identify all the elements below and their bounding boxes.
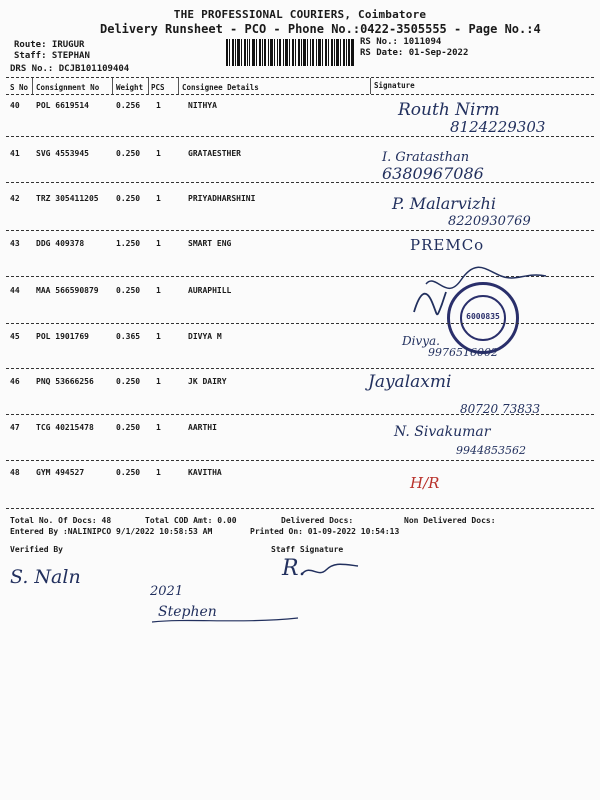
company-title: THE PROFESSIONAL COURIERS, Coimbatore bbox=[173, 8, 427, 21]
signature-name: N. Sivakumar bbox=[394, 424, 491, 440]
row-consignment: PNQ 53666256 bbox=[36, 377, 94, 386]
row-weight: 0.256 bbox=[116, 101, 141, 110]
staff-signature-stroke bbox=[300, 560, 360, 580]
col-divider bbox=[370, 78, 371, 94]
signature-phone: 6380967086 bbox=[382, 164, 484, 183]
non-delivered-docs: Non Delivered Docs: bbox=[404, 516, 496, 525]
row-pcs: 1 bbox=[156, 101, 161, 110]
signature-phone: 8220930769 bbox=[448, 214, 531, 229]
row-pcs: 1 bbox=[156, 194, 161, 203]
row-consignment: POL 6619514 bbox=[36, 101, 89, 110]
row-sno: 46 bbox=[10, 377, 20, 386]
row-consignee: NITHYA bbox=[188, 101, 217, 110]
staff-signature-initial: R. bbox=[282, 556, 306, 581]
row-sno: 42 bbox=[10, 194, 20, 203]
row-separator bbox=[6, 508, 594, 509]
signature-phone: 9944853562 bbox=[456, 444, 526, 457]
staff-signature-date: 2021 bbox=[150, 584, 184, 599]
row-sno: 44 bbox=[10, 286, 20, 295]
row-consignee: KAVITHA bbox=[188, 468, 222, 477]
table-top-rule bbox=[6, 77, 594, 78]
row-separator bbox=[6, 460, 594, 461]
row-consignment: GYM 494527 bbox=[36, 468, 85, 477]
row-sno: 47 bbox=[10, 423, 20, 432]
row-consignee: AURAPHILL bbox=[188, 286, 232, 295]
row-separator bbox=[6, 368, 594, 369]
signature-phone: 80720 73833 bbox=[460, 402, 541, 416]
row-weight: 0.250 bbox=[116, 423, 141, 432]
row-consignment: TRZ 305411205 bbox=[36, 194, 99, 203]
col-header-signature: Signature bbox=[374, 81, 415, 90]
row-consignee: JK DAIRY bbox=[188, 377, 227, 386]
row-consignment: TCG 40215478 bbox=[36, 423, 94, 432]
total-cod: Total COD Amt: 0.00 bbox=[145, 516, 237, 525]
row-sno: 48 bbox=[10, 468, 20, 477]
row-sno: 40 bbox=[10, 101, 20, 110]
row-weight: 0.250 bbox=[116, 286, 141, 295]
row-separator bbox=[6, 230, 594, 231]
col-header-weight: Weight bbox=[116, 83, 144, 92]
row-weight: 0.365 bbox=[116, 332, 141, 341]
row-separator bbox=[6, 323, 594, 324]
printed-on: Printed On: 01-09-2022 10:54:13 bbox=[250, 527, 400, 536]
row-pcs: 1 bbox=[156, 239, 161, 248]
row-sno: 45 bbox=[10, 332, 20, 341]
row-sno: 41 bbox=[10, 149, 20, 158]
row-separator bbox=[6, 136, 594, 137]
row-consignment: POL 1901769 bbox=[36, 332, 89, 341]
row-weight: 0.250 bbox=[116, 149, 141, 158]
verified-by-label: Verified By bbox=[10, 545, 63, 554]
total-docs: Total No. Of Docs: 48 bbox=[10, 516, 112, 525]
runsheet-title: Delivery Runsheet - PCO - Phone No.:0422-3505555 - Page No.:4 bbox=[100, 22, 541, 36]
verified-by-signature: S. Naln bbox=[10, 566, 81, 588]
table-header-rule bbox=[6, 94, 594, 95]
staff-signature-name: Stephen bbox=[158, 604, 217, 620]
row-consignee: GRATAESTHER bbox=[188, 149, 241, 158]
signature-name: PREMCo bbox=[410, 236, 485, 254]
route-label: Route: IRUGUR bbox=[14, 40, 85, 50]
row-consignment: MAA 566590879 bbox=[36, 286, 99, 295]
signature-phone: 9976516002 bbox=[428, 346, 498, 359]
col-header-consignee: Consignee Details bbox=[182, 83, 259, 92]
staff-label: Staff: STEPHAN bbox=[14, 51, 90, 61]
row-consignee: PRIYADHARSHINI bbox=[188, 194, 256, 203]
row-consignment: SVG 4553945 bbox=[36, 149, 89, 158]
row-pcs: 1 bbox=[156, 377, 161, 386]
row-pcs: 1 bbox=[156, 286, 161, 295]
rs-date: RS Date: 01-Sep-2022 bbox=[360, 48, 469, 58]
row-consignee: AARTHI bbox=[188, 423, 217, 432]
row-pcs: 1 bbox=[156, 468, 161, 477]
row-pcs: 1 bbox=[156, 149, 161, 158]
col-header-consignment: Consignment No bbox=[36, 83, 100, 92]
staff-signature-underline bbox=[150, 614, 300, 626]
row-pcs: 1 bbox=[156, 423, 161, 432]
row-separator bbox=[6, 182, 594, 183]
col-header-sno: S No bbox=[10, 83, 29, 92]
row-weight: 0.250 bbox=[116, 194, 141, 203]
col-divider bbox=[148, 78, 149, 94]
signature-name: P. Malarvizhi bbox=[392, 194, 496, 213]
seal-number: 6000835 bbox=[466, 312, 500, 321]
delivered-docs: Delivered Docs: bbox=[281, 516, 354, 525]
signature-name: Divya. bbox=[402, 334, 440, 348]
col-header-pcs: PCS bbox=[151, 83, 165, 92]
col-divider bbox=[32, 78, 33, 94]
staff-signature-label: Staff Signature bbox=[271, 545, 344, 554]
row-consignee: SMART ENG bbox=[188, 239, 232, 248]
row-weight: 1.250 bbox=[116, 239, 141, 248]
row-sno: 43 bbox=[10, 239, 20, 248]
row-consignee: DIVYA M bbox=[188, 332, 222, 341]
row-separator bbox=[6, 414, 594, 415]
drs-number: DRS No.: DCJB101109404 bbox=[10, 64, 130, 74]
signature-name: Routh Nirm bbox=[398, 100, 500, 120]
signature-name: Jayalaxmi bbox=[368, 372, 452, 392]
col-divider bbox=[178, 78, 179, 94]
entered-by: Entered By :NALINIPCO 9/1/2022 10:58:53 AM bbox=[10, 527, 213, 536]
col-divider bbox=[112, 78, 113, 94]
rs-number: RS No.: 1011094 bbox=[360, 37, 442, 47]
row-weight: 0.250 bbox=[116, 468, 141, 477]
row-weight: 0.250 bbox=[116, 377, 141, 386]
signature-phone: 8124229303 bbox=[450, 118, 546, 136]
signature-name: I. Gratasthan bbox=[382, 150, 470, 165]
row-pcs: 1 bbox=[156, 332, 161, 341]
barcode bbox=[226, 39, 354, 66]
row-consignment: DDG 409378 bbox=[36, 239, 85, 248]
company-seal-stamp bbox=[447, 282, 519, 354]
signature-mark: H/R bbox=[410, 474, 440, 492]
